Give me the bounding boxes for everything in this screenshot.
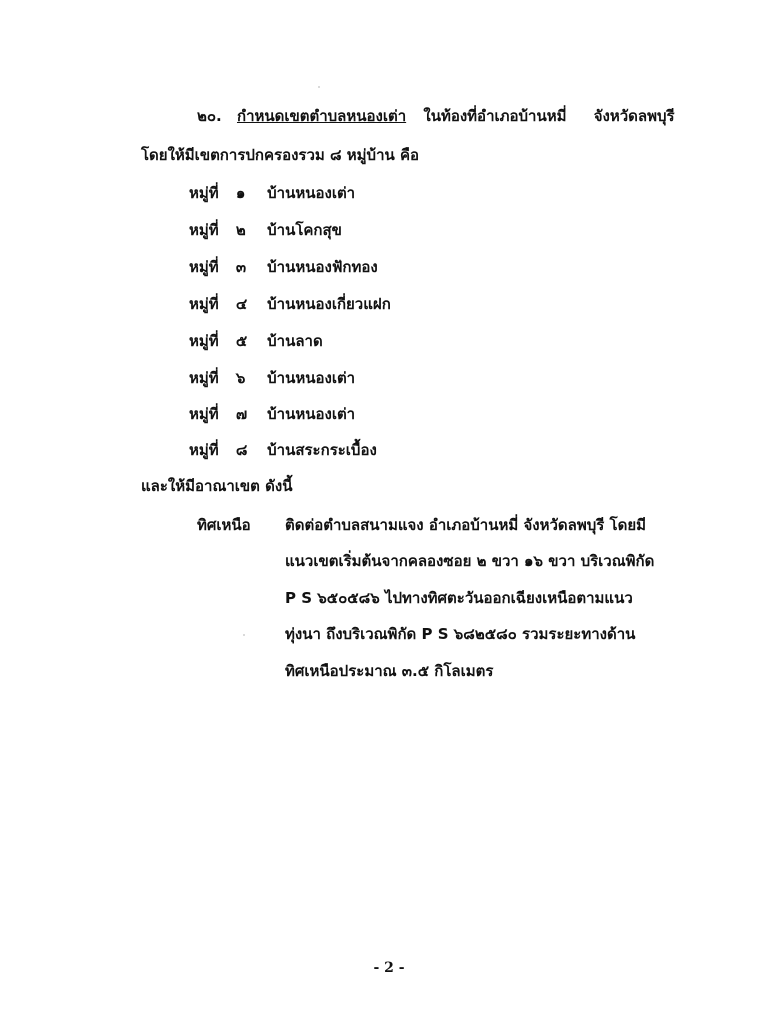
village-item — [189, 255, 378, 279]
north-line: ทุ่งนา ถึงบริเวณพิกัด P S ๖๘๒๕๘๐ รวมระยะทางด้าน — [285, 625, 636, 643]
village-item — [189, 329, 323, 353]
village-item — [189, 181, 355, 205]
section-number: ๒๐. — [197, 107, 222, 125]
north-label: ทิศเหนือ — [197, 516, 251, 534]
north-line: P S ๖๕๐๕๘๖ ไปทางทิศตะวันออกเฉียงเหนือตามแนว — [285, 589, 633, 607]
village-number: ๓ — [235, 258, 247, 276]
village-number: ๗ — [235, 405, 248, 423]
village-label: หมู่ที่ — [189, 332, 219, 350]
village-item — [189, 402, 355, 426]
village-label: หมู่ที่ — [189, 441, 219, 459]
boundary-intro: และให้มีอาณาเขต ดังนี้ — [141, 477, 293, 495]
section-province: จังหวัดลพบุรี — [593, 107, 675, 125]
section-heading — [197, 104, 675, 128]
village-name: บ้านสระกระเบื้อง — [267, 441, 377, 459]
north-line: ทิศเหนือประมาณ ๓.๕ กิโลเมตร — [285, 662, 494, 680]
village-item — [189, 292, 391, 316]
village-number: ๔ — [235, 295, 248, 313]
village-label: หมู่ที่ — [189, 295, 219, 313]
north-line: ติดต่อตำบลสนามแจง อำเภอบ้านหมี่ จังหวัดลพบุรี โดยมี — [285, 516, 647, 534]
village-label: หมู่ที่ — [189, 369, 219, 387]
village-label: หมู่ที่ — [189, 258, 219, 276]
village-name: บ้านหนองเต่า — [267, 369, 356, 387]
village-number: ๒ — [235, 221, 246, 239]
village-number: ๖ — [235, 369, 246, 387]
section-subtitle: โดยให้มีเขตการปกครองรวม ๘ หมู่บ้าน คือ — [141, 146, 420, 164]
village-name: บ้านลาด — [267, 332, 323, 350]
village-number: ๑ — [235, 184, 246, 202]
village-label: หมู่ที่ — [189, 184, 219, 202]
village-item — [189, 366, 355, 390]
village-name: บ้านหนองเต่า — [267, 405, 356, 423]
north-line: แนวเขตเริ่มต้นจากคลองซอย ๒ ขวา ๑๖ ขวา บริเวณพิกัด — [285, 552, 655, 570]
section-title: กำหนดเขตตำบลหนองเต่า — [236, 107, 407, 125]
village-label: หมู่ที่ — [189, 405, 219, 423]
village-number: ๕ — [235, 332, 248, 350]
village-label: หมู่ที่ — [189, 221, 219, 239]
village-number: ๘ — [235, 441, 248, 459]
village-item — [189, 218, 342, 242]
scan-speck — [243, 634, 245, 636]
scan-speck — [318, 86, 320, 88]
village-name: บ้านหนองฟักทอง — [267, 258, 378, 276]
village-name: บ้านโคกสุข — [267, 221, 342, 239]
village-name: บ้านหนองเต่า — [267, 184, 356, 202]
section-location: ในท้องที่อำเภอบ้านหมี่ — [423, 107, 567, 125]
village-item — [189, 438, 377, 462]
village-name: บ้านหนองเกี่ยวแฝก — [267, 295, 391, 313]
page-number: - 2 - — [373, 960, 405, 976]
